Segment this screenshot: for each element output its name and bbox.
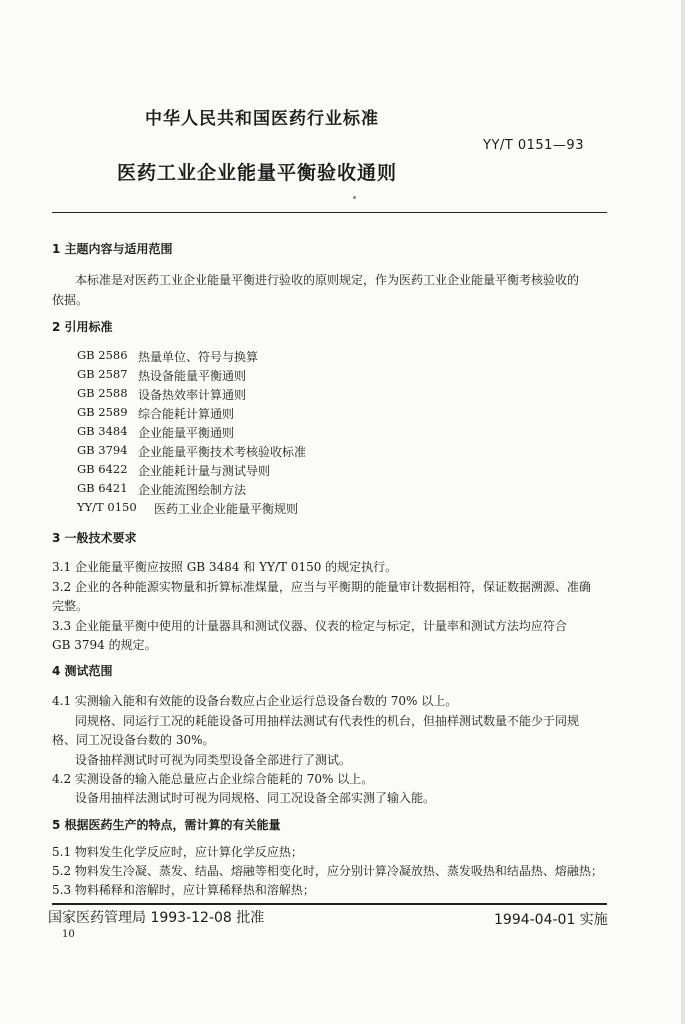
reference-code: GB 2586 bbox=[77, 348, 128, 362]
issuing-organization: 中华人民共和国医药行业标准 bbox=[145, 109, 379, 129]
reference-title: 热量单位、符号与换算 bbox=[138, 350, 259, 364]
header-rule bbox=[52, 212, 607, 213]
reference-code: YY/T 0150 bbox=[77, 500, 137, 514]
clause-3-3-line1: 3.3 企业能量平衡中使用的计量器具和测试仪器、仪表的检定与标定，计量率和测试方法均应符合 bbox=[52, 619, 567, 633]
clause-4-2-para2: 设备用抽样法测试时可视为同规格、同工况设备全部实测了输入能。 bbox=[75, 791, 436, 805]
clause-4-1-para3: 设备抽样测试时可视为同类型设备全部进行了测试。 bbox=[75, 753, 352, 767]
clause-4-2: 4.2 实测设备的输入能总量应占企业综合能耗的 70% 以上。 bbox=[52, 772, 374, 786]
approval-line: 国家医药管理局 1993-12-08 批准 bbox=[48, 910, 265, 926]
section-5-heading: 5 根据医药生产的特点，需计算的有关能量 bbox=[52, 818, 281, 832]
footer-rule bbox=[52, 903, 607, 905]
scan-edge bbox=[681, 0, 685, 1024]
section-2-heading: 2 引用标准 bbox=[52, 320, 113, 334]
implementation-date: 1994-04-01 实施 bbox=[494, 912, 608, 928]
section-1-heading: 1 主题内容与适用范围 bbox=[52, 242, 173, 256]
reference-title: 热设备能量平衡通则 bbox=[138, 369, 247, 383]
reference-title: 企业能量平衡通则 bbox=[138, 426, 235, 440]
reference-title: 企业能流图绘制方法 bbox=[138, 483, 247, 497]
standard-code: YY/T 0151—93 bbox=[483, 138, 584, 153]
clause-4-1-para2-line2: 格、同工况设备台数的 30%。 bbox=[52, 733, 215, 747]
page-number: 10 bbox=[62, 929, 75, 940]
section-4-heading: 4 测试范围 bbox=[52, 664, 113, 678]
clause-4-1: 4.1 实测输入能和有效能的设备台数应占企业运行总设备台数的 70% 以上。 bbox=[52, 694, 458, 708]
reference-code: GB 6422 bbox=[77, 462, 128, 476]
reference-title: 医药工业企业能量平衡规则 bbox=[154, 502, 299, 516]
section-3-heading: 3 一般技术要求 bbox=[52, 531, 137, 545]
clause-5-1: 5.1 物料发生化学反应时，应计算化学反应热； bbox=[52, 845, 303, 859]
clause-4-1-para2-line1: 同规格、同运行工况的耗能设备可用抽样法测试有代表性的机台，但抽样测试数量不能少于同规 bbox=[75, 714, 580, 728]
reference-code: GB 2588 bbox=[77, 386, 128, 400]
reference-code: GB 2587 bbox=[77, 367, 128, 381]
reference-code: GB 2589 bbox=[77, 405, 128, 419]
clause-3-2-line2: 完整。 bbox=[52, 599, 89, 613]
clause-3-3-line2: GB 3794 的规定。 bbox=[52, 638, 157, 652]
reference-code: GB 3484 bbox=[77, 424, 128, 438]
reference-code: GB 3794 bbox=[77, 443, 128, 457]
reference-code: GB 6421 bbox=[77, 481, 128, 495]
section-1-text-line1: 本标准是对医药工业企业能量平衡进行验收的原则规定，作为医药工业企业能量平衡考核验收的 bbox=[75, 273, 580, 287]
clause-5-2: 5.2 物料发生冷凝、蒸发、结晶、熔融等相变化时，应分别计算冷凝放热、蒸发吸热和结晶热、熔融热； bbox=[52, 864, 603, 878]
reference-title: 企业能耗计量与测试导则 bbox=[138, 464, 271, 478]
clause-3-1: 3.1 企业能量平衡应按照 GB 3484 和 YY/T 0150 的规定执行。 bbox=[52, 560, 398, 574]
clause-5-3: 5.3 物料稀释和溶解时，应计算稀释热和溶解热； bbox=[52, 883, 315, 897]
scan-speck bbox=[353, 196, 356, 199]
reference-title: 综合能耗计算通则 bbox=[138, 407, 235, 421]
reference-title: 企业能量平衡技术考核验收标准 bbox=[138, 445, 307, 459]
section-1-text-line2: 依据。 bbox=[52, 293, 89, 307]
document-title: 医药工业企业能量平衡验收通则 bbox=[117, 162, 398, 184]
reference-title: 设备热效率计算通则 bbox=[138, 388, 247, 402]
clause-3-2-line1: 3.2 企业的各种能源实物量和折算标准煤量，应当与平衡期的能量审计数据相符，保证数据溯源、准确 bbox=[52, 580, 591, 594]
